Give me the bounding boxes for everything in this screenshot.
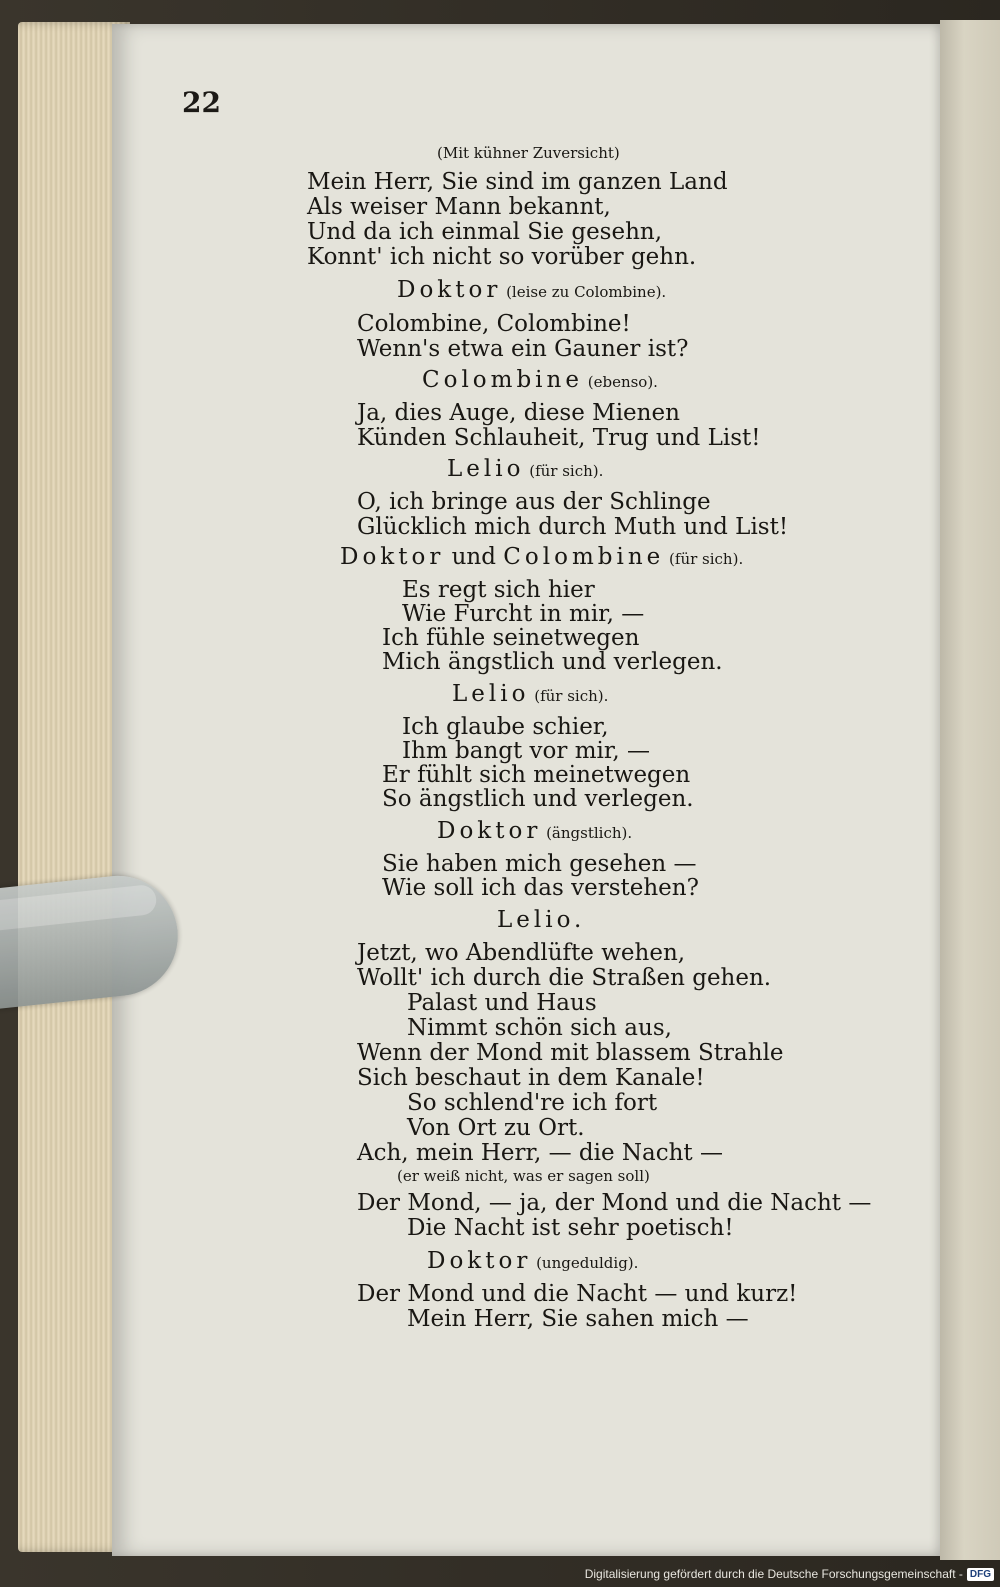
- verse-line: Und da ich einmal Sie gesehn,: [307, 219, 663, 245]
- verse-line: Konnt' ich nicht so vorüber gehn.: [307, 244, 697, 270]
- verse-line: Wie Furcht in mir, —: [402, 601, 645, 627]
- verse-line: Palast und Haus: [407, 990, 597, 1016]
- stage-direction: (ängstlich).: [541, 824, 633, 842]
- verse-line: Colombine, Colombine!: [357, 311, 631, 337]
- speaker-name: Doktor: [340, 544, 445, 570]
- verse-line: Ja, dies Auge, diese Mienen: [357, 400, 680, 426]
- verse-line: Mein Herr, Sie sind im ganzen Land: [307, 169, 728, 195]
- speaker-name: Lelio.: [497, 907, 586, 933]
- stage-direction: (für sich).: [524, 462, 604, 480]
- speaker-name: Colombine: [422, 367, 583, 393]
- footer-text: Digitalisierung gefördert durch die Deutsche Forschungsgemeinschaft -: [584, 1567, 963, 1581]
- book-page: [112, 24, 940, 1556]
- facing-page-edge: [940, 20, 1000, 1560]
- verse-line: Es regt sich hier: [402, 577, 595, 603]
- verse-line: So schlend're ich fort: [407, 1090, 658, 1116]
- stage-direction: (für sich).: [529, 687, 609, 705]
- dfg-logo: DFG: [967, 1568, 994, 1581]
- verse-line: Als weiser Mann bekannt,: [307, 194, 611, 220]
- verse-line: So ängstlich und verlegen.: [382, 786, 694, 812]
- verse-line: Wie soll ich das verstehen?: [382, 875, 699, 901]
- stage-direction: (Mit kühner Zuversicht): [437, 144, 620, 162]
- speaker-heading: [452, 681, 608, 707]
- speaker-heading: [422, 367, 658, 393]
- speaker-heading: [497, 907, 585, 933]
- speaker-name: Lelio: [447, 456, 525, 482]
- speaker-heading: [340, 544, 743, 570]
- verse-line: Wenn der Mond mit blassem Strahle: [357, 1040, 784, 1066]
- verse-line: Die Nacht ist sehr poetisch!: [407, 1215, 734, 1241]
- verse-line: O, ich bringe aus der Schlinge: [357, 489, 711, 515]
- verse-line: Ach, mein Herr, — die Nacht —: [357, 1140, 723, 1166]
- verse-line: Mich ängstlich und verlegen.: [382, 649, 723, 675]
- speaker-name: Doktor: [437, 818, 542, 844]
- verse-line: Er fühlt sich meinetwegen: [382, 762, 691, 788]
- stage-direction: (ebenso).: [582, 373, 658, 391]
- speaker-name: Lelio: [452, 681, 530, 707]
- verse-line: Wenn's etwa ein Gauner ist?: [357, 336, 689, 362]
- speaker-name: Colombine: [503, 544, 665, 570]
- speaker-heading: [397, 277, 666, 303]
- verse-line: Wollt' ich durch die Straßen gehen.: [357, 965, 772, 991]
- speaker-heading: [447, 456, 603, 482]
- verse-line: Nimmt schön sich aus,: [407, 1015, 672, 1041]
- verse-line: Glücklich mich durch Muth und List!: [357, 514, 789, 540]
- verse-line: Von Ort zu Ort.: [407, 1115, 585, 1141]
- verse-line: Der Mond und die Nacht — und kurz!: [357, 1281, 798, 1307]
- stage-direction: (er weiß nicht, was er sagen soll): [397, 1167, 650, 1185]
- verse-line: Künden Schlauheit, Trug und List!: [357, 425, 761, 451]
- verse-line: Ihm bangt vor mir, —: [402, 738, 650, 764]
- verse-line: Der Mond, — ja, der Mond und die Nacht —: [357, 1190, 872, 1216]
- verse-line: Jetzt, wo Abendlüfte wehen,: [357, 940, 686, 966]
- footer-credit: [585, 1567, 994, 1581]
- verse-line: Ich fühle seinetwegen: [382, 625, 640, 651]
- stage-direction: (ungeduldig).: [531, 1254, 639, 1272]
- verse-line: Sie haben mich gesehen —: [382, 851, 697, 877]
- speaker-name: Doktor: [397, 277, 502, 303]
- verse-line: Mein Herr, Sie sahen mich —: [407, 1306, 749, 1332]
- speaker-name: Doktor: [427, 1248, 532, 1274]
- verse-line: Sich beschaut in dem Kanale!: [357, 1065, 705, 1091]
- stage-direction: (leise zu Colombine).: [501, 283, 667, 301]
- speaker-conjunction: und: [444, 544, 504, 570]
- speaker-heading: [427, 1248, 638, 1274]
- stage-direction: (für sich).: [664, 550, 744, 568]
- page-number: 22: [182, 86, 221, 119]
- speaker-heading: [437, 818, 632, 844]
- verse-line: Ich glaube schier,: [402, 714, 609, 740]
